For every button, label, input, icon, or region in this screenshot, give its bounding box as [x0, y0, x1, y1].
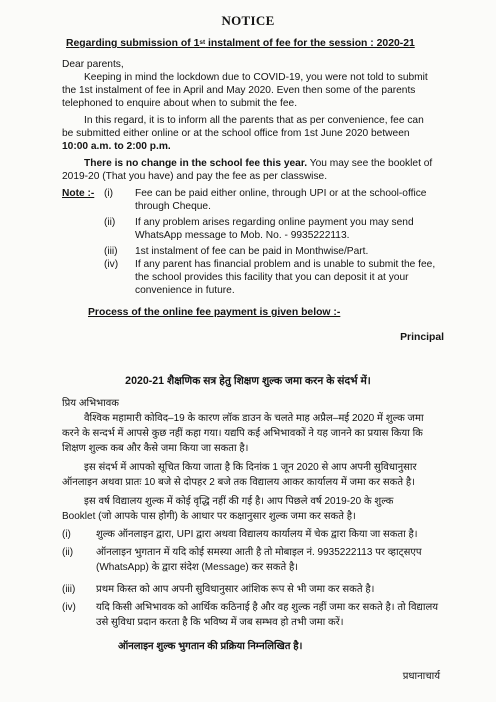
- hindi-note-ii-line-1: ऑनलाइन भुगतान में यदि कोई समस्या आती है तो मोबाइल नं. 9935222113 पर व्हाट्सएप: [96, 547, 422, 558]
- note-i-number: (i): [104, 188, 114, 199]
- note-i-line-2: through Cheque.: [135, 201, 211, 212]
- hindi-note-i-number: (i): [62, 529, 71, 540]
- note-iv-line-1: If any parent has financial problem and is unable to submit the fee,: [135, 259, 436, 270]
- hindi-signatory: प्रधानाचार्य: [402, 671, 440, 682]
- hindi-title: 2020-21 शैक्षणिक सत्र हेतु शिक्षण शुल्क जमा करन के संदर्भ में।: [125, 375, 371, 387]
- hindi-note-iii-line-1: प्रथम किस्त को आप अपनी सुविधानुसार आंशिक रूप से भी जमा कर सकते है।: [96, 584, 375, 595]
- subject-superscript: st: [199, 39, 206, 46]
- note-ii-line-2: WhatsApp message to Mob. No. - 9935222113.: [135, 230, 350, 241]
- paragraph-1-line-2: the 1st instalment of fee in April and May 2020. Even then some of the parents: [62, 85, 416, 96]
- no-fee-change-text: There is no change in the school fee this year.: [84, 158, 308, 169]
- hindi-note-iii-number: (iii): [62, 584, 76, 595]
- subject-text-end: instalment of fee for the session : 2020-21: [205, 38, 415, 49]
- paragraph-2-line-3: 10:00 a.m. to 2:00 p.m.: [62, 141, 171, 152]
- note-iii-number: (iii): [104, 246, 118, 257]
- paragraph-1-line-1: Keeping in mind the lockdown due to COVID-19, you were not told to submit: [84, 72, 428, 83]
- paragraph-2-line-2: be submitted either online or at the school office from 1st June 2020 between: [62, 128, 410, 139]
- hindi-paragraph-3-line-2: Booklet (जो आपके पास होगी) के आधार पर कक्षानुसार शुल्क जमा कर सकते है।: [62, 511, 356, 522]
- hindi-note-i-line-1: शुल्क ऑनलाइन द्वारा, UPI द्वारा अथवा विद्यालय कार्यालय में चेक द्वारा किया जा सकता है।: [96, 529, 418, 540]
- hindi-note-iv-line-1: यदि किसी अभिभावक को आर्थिक कठिनाई है और वह शुल्क नहीं जमा कर सकते है। तो विद्यालय: [96, 602, 439, 613]
- note-iv-line-3: convenience in future.: [135, 285, 235, 296]
- note-iv-line-2: the school provides this facility that you can deposit it at your: [135, 272, 409, 283]
- paragraph-3-line-2: 2019-20 (That you have) and pay the fee as per classwise.: [62, 171, 328, 182]
- subject-text-start: Regarding submission of 1: [66, 38, 200, 49]
- paragraph-2-line-1: In this regard, it is to inform all the parents that as per convenience, fee can: [84, 115, 424, 126]
- notice-title: NOTICE: [221, 13, 275, 28]
- note-ii-number: (ii): [104, 217, 116, 228]
- hindi-note-iv-line-2: उसे सुविधा प्रदान करता है कि भविष्य में जब सम्भव हो तभी जमा करें।: [96, 617, 344, 628]
- hindi-note-ii-number: (ii): [62, 547, 74, 558]
- hindi-paragraph-2-line-1: इस संदर्भ में आपको सूचित किया जाता है कि दिनांक 1 जून 2020 से आप अपनी सुविधानुसार: [84, 462, 417, 473]
- note-ii-line-1: If any problem arises regarding online payment you may send: [135, 217, 414, 228]
- paragraph-3-line-1: [84, 157, 432, 170]
- hindi-paragraph-1-line-2: करने के सन्दर्भ में आपसे कुछ नहीं कहा गया। यद्यपि कई अभिभावकों ने यह जानने का प्रयास किया कि: [62, 428, 423, 439]
- hindi-paragraph-3-line-1: इस वर्ष विद्यालय शुल्क में कोई वृद्धि नहीं की गई है। आप पिछले वर्ष 2019-20 के शुल्क: [84, 496, 394, 507]
- signatory: Principal: [400, 332, 444, 343]
- paragraph-1-line-3: telephoned to enquire about when to submit the fee.: [62, 98, 298, 109]
- hindi-process-heading: ऑनलाइन शुल्क भुगतान की प्रक्रिया निम्नलिखित है।: [118, 641, 303, 652]
- hindi-paragraph-2-line-2: ऑनलाइन अथवा प्रातः 10 बजे से दोपहर 2 बजे तक विद्यालय आकर कार्यालय में जमा कर सकते है।: [62, 477, 415, 488]
- process-heading: Process of the online fee payment is given below :-: [88, 307, 341, 318]
- note-label: Note :-: [62, 188, 95, 199]
- hindi-note-ii-line-2: (WhatsApp) के द्वारा संदेश (Message) कर सकते है।: [96, 562, 299, 573]
- note-i-line-1: Fee can be paid either online, through UPI or at the school-office: [135, 188, 427, 199]
- hindi-salutation: प्रिय अभिभावक: [62, 398, 119, 409]
- hindi-note-iv-number: (iv): [62, 602, 76, 613]
- hindi-paragraph-1-line-1: वैश्विक महामारी कोविद–19 के कारण लॉक डाउन के चलते माह अप्रैल–मई 2020 में शुल्क जमा: [84, 413, 424, 424]
- salutation: Dear parents,: [62, 59, 124, 70]
- booklet-text: You may see the booklet of: [307, 158, 433, 169]
- note-iv-number: (iv): [104, 259, 119, 270]
- hindi-paragraph-1-line-3: शिक्षण शुल्क कब और कैसे जमा किया जा सकता है।: [62, 443, 249, 454]
- notice-subject: [66, 37, 415, 50]
- note-iii-line-1: 1st instalment of fee can be paid in Monthwise/Part.: [135, 246, 369, 257]
